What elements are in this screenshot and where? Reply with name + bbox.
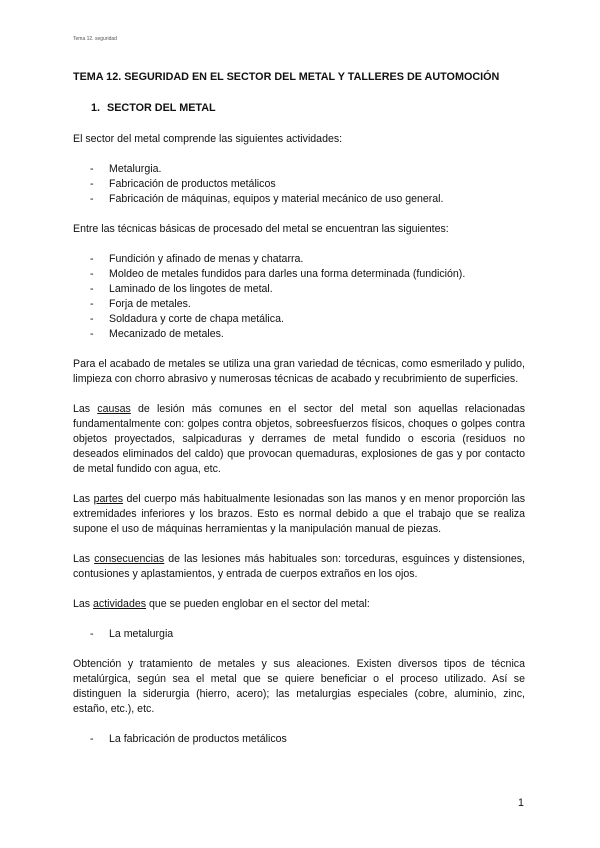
dash-bullet: - (90, 268, 94, 280)
paragraph-actividades: Las actividades que se pueden englobar en el sector del metal: (73, 598, 370, 610)
dash-bullet: - (90, 163, 94, 175)
list-item-text: Metalurgia. (109, 163, 162, 175)
paragraph: Obtención y tratamiento de metales y sus aleaciones. Existen diversos tipos de técnica metalúrgica, según sea el metal que se quiere beneficiar o el proceso utilizado. Así se distinguen la siderurgia (hierro, acero); las metalurgias especiales (cobre, aluminio, zinc, estaño, etc.), etc. (73, 658, 525, 715)
list-item-text: Mecanizado de metales. (109, 328, 224, 340)
underlined-term: actividades (93, 598, 147, 610)
page-header: Tema 12. seguridad (73, 36, 117, 42)
dash-bullet: - (90, 178, 94, 190)
list-item-text: La fabricación de productos metálicos (109, 733, 287, 745)
paragraph-partes: Las partes del cuerpo más habitualmente lesionadas son las manos y en menor proporción las extremidades inferiores y los brazos. Esto es normal debido a que el trabajo que se realiza supone el uso de máquinas herramientas y la manipulación manual de piezas. (73, 493, 525, 535)
list-item (73, 162, 525, 177)
dash-bullet: - (90, 253, 94, 265)
list-item (73, 192, 525, 207)
list-item-text: Fabricación de productos metálicos (109, 178, 276, 190)
underlined-term: causas (97, 403, 131, 415)
list-item-text: Fabricación de máquinas, equipos y material mecánico de uso general. (109, 193, 444, 205)
list-item-text: Moldeo de metales fundidos para darles una forma determinada (fundición). (109, 268, 466, 280)
paragraph: Para el acabado de metales se utiliza una gran variedad de técnicas, como esmerilado y pulido, limpieza con chorro abrasivo y numerosas técnicas de acabado y recubrimiento de superficies. (73, 358, 525, 385)
list-item (73, 177, 525, 192)
document-body (73, 70, 525, 762)
list-item (73, 282, 525, 297)
paragraph-consecuencias: Las consecuencias de las lesiones más habituales son: torceduras, esguinces y distensiones, contusiones y aplastamientos, y entrada de cuerpos extraños en los ojos. (73, 553, 525, 580)
paragraph-causas: Las causas de lesión más comunes en el sector del metal son aquellas relacionadas fundamentalmente con: golpes contra objetos, sobreesfuerzos físicos, choques o golpes contra objetos proyectados, salpicaduras y derrames de metal fundido o escoria (residuos no deseados eliminados del caldo) que provocan quemaduras, explosiones de gas y por contacto de metal fundido con agua, etc. (73, 403, 525, 475)
bullet-list (73, 732, 525, 747)
list-item (73, 297, 525, 312)
list-item (73, 312, 525, 327)
list-item (73, 627, 525, 642)
document-title: TEMA 12. SEGURIDAD EN EL SECTOR DEL METAL Y TALLERES DE AUTOMOCIÓN (73, 71, 500, 83)
dash-bullet: - (90, 313, 94, 325)
list-item (73, 732, 525, 747)
dash-bullet: - (90, 628, 94, 640)
dash-bullet: - (90, 298, 94, 310)
list-item-text: La metalurgia (109, 628, 174, 640)
paragraph: El sector del metal comprende las siguientes actividades: (73, 133, 343, 145)
section-label: SECTOR DEL METAL (107, 102, 216, 114)
list-item-text: Forja de metales. (109, 298, 191, 310)
underlined-term: consecuencias (94, 553, 165, 565)
bullet-list (73, 162, 525, 207)
list-item-text: Soldadura y corte de chapa metálica. (109, 313, 284, 325)
list-item-text: Fundición y afinado de menas y chatarra. (109, 253, 304, 265)
list-item-text: Laminado de los lingotes de metal. (109, 283, 273, 295)
section-number: 1. (91, 102, 101, 114)
list-item (73, 267, 525, 282)
bullet-list (73, 627, 525, 642)
bullet-list (73, 252, 525, 342)
underlined-term: partes (93, 493, 124, 505)
section-heading (91, 101, 525, 116)
dash-bullet: - (90, 283, 94, 295)
dash-bullet: - (90, 733, 94, 745)
dash-bullet: - (90, 328, 94, 340)
dash-bullet: - (90, 193, 94, 205)
paragraph: Entre las técnicas básicas de procesado del metal se encuentran las siguientes: (73, 223, 449, 235)
list-item (73, 252, 525, 267)
page-number: 1 (518, 797, 524, 809)
list-item (73, 327, 525, 342)
